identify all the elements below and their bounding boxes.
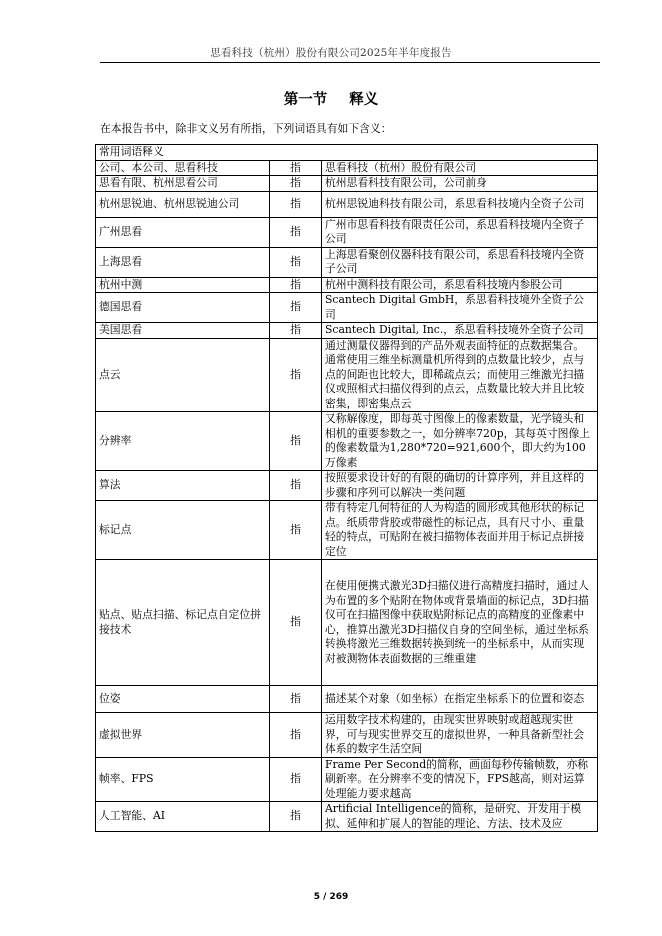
definition-cell: 又称解像度，即每英寸图像上的像素数量，光学镜头和相机的重要参数之一，如分辨率720p，其每英寸图像上的像素数量为1,280*720=921,600个，即大约为100万像素 [322,412,598,471]
definition-cell: 杭州思锐迪科技有限公司，系思看科技境内全资子公司 [322,191,598,217]
report-header: 思看科技（杭州）股份有限公司2025年半年度报告 [210,47,452,59]
definition-cell: Scantech Digital GmbH，系思看科技境外全资子公司 [322,293,598,323]
separator-cell: 指 [270,412,322,471]
table-row [96,338,598,412]
term-cell: 广州思看 [96,217,270,247]
table-row [96,686,598,713]
table-row [96,757,598,802]
separator-cell: 指 [270,217,322,247]
intro-text: 在本报告书中，除非文义另有所指，下列词语具有如下含义： [100,122,392,135]
definition-cell: Scantech Digital, Inc.，系思看科技境外全资子公司 [322,323,598,339]
page-number: 5 / 269 [313,892,349,902]
table-row [96,217,598,247]
definition-cell: 带有特定几何特征的人为构造的圆形或其他形状的标记点。纸质带背胶或带磁性的标记点，具有尺寸小、重量轻的特点，可贴附在被扫描物体表面并用于标记点拼接定位 [322,501,598,560]
term-cell: 贴点、贴点扫描、标记点自定位拼接技术 [96,560,270,686]
definition-cell: 杭州中测科技有限公司，系思看科技境内参股公司 [322,277,598,293]
term-cell: 杭州思锐迪、杭州思锐迪公司 [96,191,270,217]
definition-cell: 运用数字技术构建的，由现实世界映射或超越现实世界，可与现实世界交互的虚拟世界，一种具备新型社会体系的数字生活空间 [322,713,598,758]
table-row [96,247,598,277]
separator-cell: 指 [270,293,322,323]
table-row [96,471,598,501]
term-cell: 位姿 [96,686,270,713]
term-cell: 帧率、FPS [96,757,270,802]
separator-cell: 指 [270,247,322,277]
term-cell: 德国思看 [96,293,270,323]
table-row [96,412,598,471]
term-cell: 虚拟世界 [96,713,270,758]
table-row [96,802,598,832]
separator-cell: 指 [270,277,322,293]
table-row [96,501,598,560]
table-row [96,191,598,217]
separator-cell: 指 [270,191,322,217]
header-divider [100,62,600,63]
definition-cell: Artificial Intelligence的简称，是研究、开发用于模拟、延伸和扩展人的智能的理论、方法、技术及应 [322,802,598,832]
table-row [96,560,598,686]
table-caption: 常用词语释义 [96,145,598,161]
section-name: 释义 [349,92,379,108]
definition-cell: 思看科技（杭州）股份有限公司 [322,160,598,176]
separator-cell: 指 [270,176,322,192]
definitions-table [95,144,598,832]
table-row [96,293,598,323]
term-cell: 公司、本公司、思看科技 [96,160,270,176]
table-row [96,713,598,758]
separator-cell: 指 [270,802,322,832]
separator-cell: 指 [270,757,322,802]
separator-cell: 指 [270,338,322,412]
section-title [0,88,662,109]
definition-cell: 按照要求设计好的有限的确切的计算序列，并且这样的步骤和序列可以解决一类问题 [322,471,598,501]
separator-cell: 指 [270,713,322,758]
term-cell: 杭州中测 [96,277,270,293]
term-cell: 思看有限、杭州思看公司 [96,176,270,192]
table-row [96,323,598,339]
definition-cell: 通过测量仪器得到的产品外观表面特征的点数据集合。通常使用三维坐标测量机所得到的点数量比较少，点与点的间距也比较大，即稀疏点云；而使用三维激光扫描仪或照相式扫描仪得到的点云，点数量比较大并且比较密集，即密集点云 [322,338,598,412]
table-row [96,277,598,293]
definition-cell: 上海思看聚创仪器科技有限公司，系思看科技境内全资子公司 [322,247,598,277]
definition-cell: 描述某个对象（如坐标）在指定坐标系下的位置和姿态 [322,686,598,713]
separator-cell: 指 [270,160,322,176]
term-cell: 美国思看 [96,323,270,339]
definition-cell: Frame Per Second的简称，画面每秒传输帧数，亦称刷新率。在分辨率不变的情况下，FPS越高，则对运算处理能力要求越高 [322,757,598,802]
term-cell: 分辨率 [96,412,270,471]
separator-cell: 指 [270,501,322,560]
term-cell: 算法 [96,471,270,501]
table-row [96,160,598,176]
term-cell: 人工智能、AI [96,802,270,832]
table-caption-row [96,145,598,161]
term-cell: 点云 [96,338,270,412]
definition-cell: 广州市思看科技有限责任公司，系思看科技境内全资子公司 [322,217,598,247]
section-number: 第一节 [283,92,328,108]
term-cell: 上海思看 [96,247,270,277]
separator-cell: 指 [270,323,322,339]
definition-cell: 杭州思看科技有限公司，公司前身 [322,176,598,192]
term-cell: 标记点 [96,501,270,560]
separator-cell: 指 [270,686,322,713]
definition-cell: 在使用便携式激光3D扫描仪进行高精度扫描时，通过人为布置的多个贴附在物体或背景墙面的标记点，3D扫描仪可在扫描图像中获取贴附标记点的高精度的亚像素中心，推算出激光3D扫描仪自身的空间坐标，通过坐标系转换将激光三维数据转换到统一的坐标系中，从而实现对被测物体表面数据的三维重建 [322,560,598,686]
separator-cell: 指 [270,471,322,501]
table-row [96,176,598,192]
separator-cell: 指 [270,560,322,686]
